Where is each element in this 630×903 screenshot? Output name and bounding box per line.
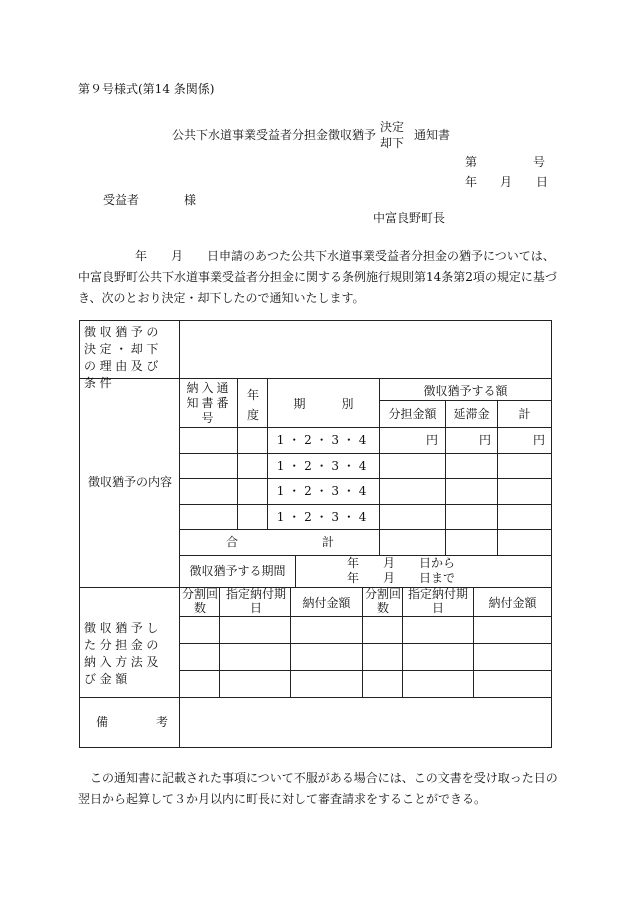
col-late-fee: 延滞金: [453, 407, 490, 421]
body-line-1: 年 月 日申請のあつた公共下水道事業受益者分担金の猶予については、: [135, 249, 555, 263]
period-options-row-3: 1・2・3・4: [276, 484, 371, 498]
recipient-sama: 様: [184, 193, 197, 207]
doc-number-go: 号: [533, 155, 546, 169]
period-options-row-4: 1・2・3・4: [276, 510, 371, 524]
col-installments-1: 分割回数: [182, 587, 219, 615]
col-due-date-1: 指定納付期 日: [225, 587, 299, 615]
issuer: 中富良野町長: [373, 211, 446, 225]
yen-late: 円: [478, 433, 491, 447]
deferral-period-label: 徴収猶予する期間: [189, 564, 286, 578]
content-label: 徴収猶予の内容: [87, 475, 172, 489]
date-hi: 日: [536, 175, 549, 189]
col-year: 年度: [246, 388, 259, 422]
reason-label: 徴収猶予の決定・却下の理由及び条件: [84, 325, 163, 390]
body-line-3: き、次のとおり決定・却下したので通知いたします。: [78, 291, 365, 305]
yen-total: 円: [532, 433, 545, 447]
yen-share: 円: [425, 433, 438, 447]
document-title: 公共下水道事業受益者分担金徴収猶予: [172, 128, 377, 142]
footer-line-1: この通知書に記載された事項について不服がある場合には、この文書を受け取った日の: [90, 771, 558, 785]
col-notice-number: 納入通知書番号: [186, 381, 232, 425]
deferral-from: 年 月 日から: [347, 556, 456, 570]
col-amount-group: 徴収猶予する額: [423, 384, 508, 398]
col-installments-2: 分割回数: [365, 587, 402, 615]
col-total: 計: [518, 407, 531, 421]
period-options-row-1: 1・2・3・4: [276, 433, 371, 447]
remarks-label: 備 考: [95, 715, 168, 729]
title-option-reject: 却下: [380, 136, 405, 150]
period-options-row-2: 1・2・3・4: [276, 459, 371, 473]
date-tsuki: 月: [500, 175, 513, 189]
col-share-amount: 分担金額: [388, 407, 437, 421]
col-period: 期 別: [293, 397, 354, 411]
footer-text: [78, 768, 558, 810]
footer-line-2: 翌日から起算して３か月以内に町長に対して審査請求をすることができる。: [78, 792, 487, 806]
body-line-2: 中富良野町公共下水道事業受益者分担金に関する条例施行規則第14条第2項の規定に基づ: [78, 270, 557, 284]
form-number: 第９号様式(第14 条関係): [78, 82, 215, 96]
doc-number-dai: 第: [465, 155, 478, 169]
col-pay-amount-1: 納付金額: [302, 596, 351, 610]
title-option-decide: 決定: [380, 120, 405, 134]
recipient-label: 受益者: [103, 193, 140, 207]
col-due-date-2: 指定納付期 日: [407, 587, 481, 615]
total-label: 合 計: [225, 535, 334, 549]
payment-method-label: 徴収猶予した分担金の納入方法及び金額: [84, 621, 163, 686]
date-nen: 年: [465, 175, 478, 189]
title-suffix: 通知書: [414, 128, 451, 142]
deferral-until: 年 月 日まで: [347, 571, 456, 585]
col-pay-amount-2: 納付金額: [488, 596, 537, 610]
